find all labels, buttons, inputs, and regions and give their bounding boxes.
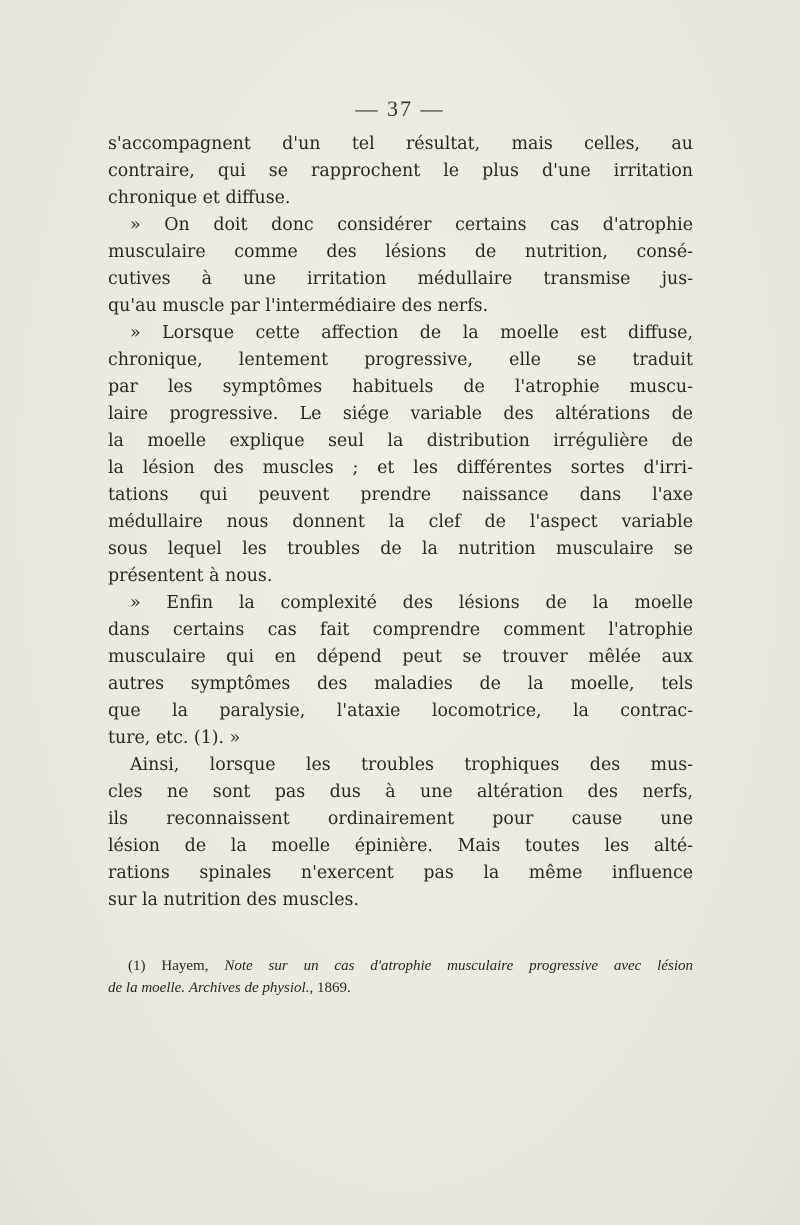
text-line: rations spinales n'exercent pas la même influence bbox=[108, 863, 693, 883]
text-line: médullaire nous donnent la clef de l'aspect variable bbox=[108, 512, 693, 532]
text-line: musculaire qui en dépend peut se trouver mêlée aux bbox=[108, 647, 693, 667]
body-text bbox=[108, 131, 693, 914]
text-line: la lésion des muscles ; et les différentes sortes d'irri- bbox=[108, 458, 693, 478]
text-line: » Enfin la complexité des lésions de la moelle bbox=[130, 593, 693, 613]
footnote-marker: (1) bbox=[128, 958, 146, 974]
text-line: ture, etc. (1). » bbox=[108, 728, 241, 748]
text-line: contraire, qui se rapprochent le plus d'une irritation bbox=[108, 161, 693, 181]
text-line: qu'au muscle par l'intermédiaire des nerfs. bbox=[108, 296, 489, 316]
footnote bbox=[108, 955, 693, 999]
text-line: chronique et diffuse. bbox=[108, 188, 291, 208]
footnote-title-1: Note sur un cas d'atrophie musculaire progressive avec lésion bbox=[224, 958, 694, 974]
text-line: musculaire comme des lésions de nutrition, consé- bbox=[108, 242, 693, 262]
text-line: par les symptômes habituels de l'atrophie muscu- bbox=[108, 377, 693, 397]
text-line: sous lequel les troubles de la nutrition musculaire se bbox=[108, 539, 693, 559]
text-line: sur la nutrition des muscles. bbox=[108, 890, 359, 910]
text-line: » Lorsque cette affection de la moelle est diffuse, bbox=[130, 323, 693, 343]
footnote-line-2 bbox=[108, 977, 693, 999]
text-line: présentent à nous. bbox=[108, 566, 273, 586]
footnote-title-2: de la moelle. bbox=[108, 980, 186, 996]
text-line: chronique, lentement progressive, elle se traduit bbox=[108, 350, 693, 370]
footnote-journal: Archives de physiol., bbox=[188, 980, 314, 996]
text-line: lésion de la moelle épinière. Mais toutes les alté- bbox=[108, 836, 693, 856]
text-line: autres symptômes des maladies de la moelle, tels bbox=[108, 674, 693, 694]
text-line: laire progressive. Le siége variable des altérations de bbox=[108, 404, 693, 424]
text-line: ils reconnaissent ordinairement pour cause une bbox=[108, 809, 693, 829]
text-line: s'accompagnent d'un tel résultat, mais celles, au bbox=[108, 134, 693, 154]
text-line: dans certains cas fait comprendre comment l'atrophie bbox=[108, 620, 693, 640]
footnote-author: Hayem, bbox=[161, 958, 209, 974]
text-line: la moelle explique seul la distribution irrégulière de bbox=[108, 431, 693, 451]
text-line: que la paralysie, l'ataxie locomotrice, la contrac- bbox=[108, 701, 693, 721]
page-number: — 37 — bbox=[355, 96, 445, 121]
footnote-year: 1869. bbox=[316, 980, 351, 996]
text-line: cutives à une irritation médullaire transmise jus- bbox=[108, 269, 693, 289]
text-line: tations qui peuvent prendre naissance dans l'axe bbox=[108, 485, 693, 505]
text-line: » On doit donc considérer certains cas d'atrophie bbox=[130, 215, 693, 235]
footnote-line-1 bbox=[108, 955, 693, 977]
text-line: cles ne sont pas dus à une altération des nerfs, bbox=[108, 782, 693, 802]
text-line: Ainsi, lorsque les troubles trophiques des mus- bbox=[130, 755, 693, 775]
